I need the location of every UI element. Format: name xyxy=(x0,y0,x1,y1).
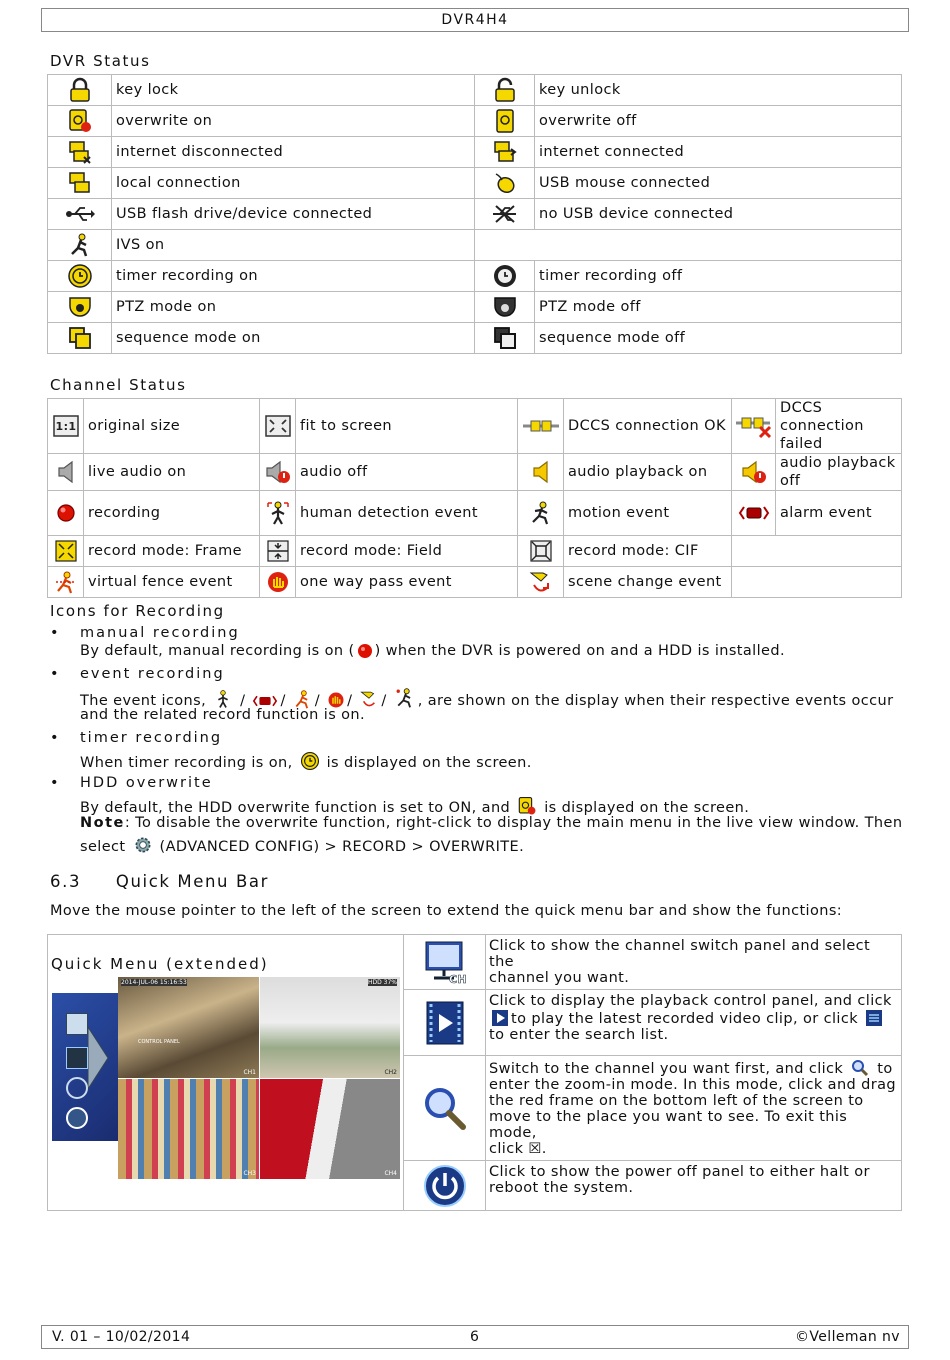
field-mode-icon xyxy=(260,536,296,567)
text-part: The event icons, xyxy=(80,693,207,709)
channel-label: record mode: CIF xyxy=(564,536,732,567)
usb-icon xyxy=(48,199,112,230)
timer-off-icon xyxy=(475,261,535,292)
channel-label: audio playback on xyxy=(564,454,732,491)
bullet: • xyxy=(50,666,59,682)
note-text xyxy=(80,815,910,831)
desc-line: click ☒. xyxy=(489,1141,547,1157)
dccs-failed-icon xyxy=(732,399,776,454)
desc-line: Click to display the playback control panel, and click xyxy=(489,993,892,1009)
note-label: Note xyxy=(80,815,125,831)
status-label: internet connected xyxy=(535,137,902,168)
quick-menu-panel xyxy=(48,935,404,1211)
text-part: to xyxy=(877,1061,893,1077)
desc-line: Click to show the power off panel to either halt or xyxy=(489,1164,870,1180)
table-row xyxy=(48,935,902,990)
channel-label: CH2 xyxy=(384,1069,397,1076)
quick-menu-desc xyxy=(486,935,902,990)
channel-label: recording xyxy=(84,491,260,536)
channel-label: CH3 xyxy=(243,1170,256,1177)
camera-ch1 xyxy=(118,977,259,1078)
hdd-overwrite-off-icon xyxy=(475,106,535,137)
bullet-title: timer recording xyxy=(80,730,223,746)
text-part: to play the latest recorded video clip, or click xyxy=(511,1011,859,1027)
table-row xyxy=(48,106,902,137)
dvr-status-title: DVR Status xyxy=(50,52,151,70)
heading-number: 6.3 xyxy=(50,872,82,891)
playback-icon[interactable] xyxy=(66,1047,88,1069)
speaker-yellow-off-icon xyxy=(732,454,776,491)
timestamp: 2014-JUL-06 15:16:53 xyxy=(121,979,187,986)
search-list-icon[interactable] xyxy=(865,1009,883,1027)
table-row xyxy=(48,168,902,199)
one-way-pass-icon xyxy=(260,567,296,598)
hdd-overwrite-on-icon xyxy=(48,106,112,137)
status-label: PTZ mode off xyxy=(535,292,902,323)
footer-page-number: 6 xyxy=(470,1329,480,1345)
text-part: : To disable the overwrite function, right-click to display the main menu in the live view window. Then xyxy=(124,815,903,831)
bullet-text xyxy=(80,687,910,709)
quick-menu-desc xyxy=(486,1056,902,1161)
status-label: key lock xyxy=(112,75,475,106)
ptz-off-icon xyxy=(475,292,535,323)
footer-copyright: ©Velleman nv xyxy=(795,1329,900,1345)
status-label: USB flash drive/device connected xyxy=(112,199,475,230)
empty-cell xyxy=(732,567,776,598)
arrow-right-icon xyxy=(86,1025,110,1091)
table-row xyxy=(48,137,902,168)
channel-label: live audio on xyxy=(84,454,260,491)
channel-label: scene change event xyxy=(564,567,732,598)
quick-menu-screenshot xyxy=(52,977,400,1179)
ptz-on-icon xyxy=(48,292,112,323)
status-label: IVS on xyxy=(112,230,475,261)
channel-label: record mode: Field xyxy=(296,536,518,567)
timer-on-icon xyxy=(300,751,320,771)
text-part: (ADVANCED CONFIG) > RECORD > OVERWRITE. xyxy=(159,839,525,855)
table-row xyxy=(48,491,902,536)
table-row xyxy=(48,454,902,491)
table-row xyxy=(48,323,902,354)
desc-line xyxy=(489,1059,898,1077)
human-detection-icon xyxy=(213,689,233,709)
power-icon[interactable] xyxy=(404,1161,486,1211)
header-title: DVR4H4 xyxy=(441,12,509,28)
frame-mode-icon xyxy=(48,536,84,567)
desc-line: the red frame on the bottom left of the screen to xyxy=(489,1093,864,1109)
bullet-text: and the related record function is on. xyxy=(80,707,366,723)
desc-line: move to the place you want to see. To exit this mode, xyxy=(489,1109,848,1141)
channel-status-table xyxy=(47,398,902,598)
record-dot-icon xyxy=(48,491,84,536)
separator: / xyxy=(347,693,353,709)
human-detection-icon xyxy=(260,491,296,536)
play-icon[interactable] xyxy=(491,1009,509,1027)
original-size-icon xyxy=(48,399,84,454)
footer-version: V. 01 – 10/02/2014 xyxy=(52,1329,191,1345)
sequence-on-icon xyxy=(48,323,112,354)
svg-text:1:1: 1:1 xyxy=(55,420,76,433)
bullet-text xyxy=(80,796,910,816)
channel-label: virtual fence event xyxy=(84,567,260,598)
magnifier-icon[interactable] xyxy=(850,1059,870,1077)
status-label: timer recording off xyxy=(535,261,902,292)
separator: / xyxy=(280,693,286,709)
bullet-text xyxy=(80,751,910,771)
quick-menu-desc xyxy=(486,990,902,1056)
record-dot-icon xyxy=(357,643,373,659)
text-part: By default, the HDD overwrite function is set to ON, and xyxy=(80,800,511,816)
table-row xyxy=(48,536,902,567)
page-footer xyxy=(41,1325,909,1349)
channel-label: original size xyxy=(84,399,260,454)
hdd-usage: HDD 37% xyxy=(368,979,397,986)
status-label: internet disconnected xyxy=(112,137,475,168)
gear-icon xyxy=(133,835,153,855)
camera-ch3 xyxy=(118,1079,259,1179)
no-usb-icon xyxy=(475,199,535,230)
usb-mouse-icon xyxy=(475,168,535,199)
timer-on-icon xyxy=(48,261,112,292)
status-label: no USB device connected xyxy=(535,199,902,230)
channel-switch-icon[interactable] xyxy=(66,1013,88,1035)
channel-label: CH4 xyxy=(384,1170,397,1177)
bullet: • xyxy=(50,775,59,791)
desc-line: channel you want. xyxy=(489,970,630,986)
table-row xyxy=(48,292,902,323)
motion-event-icon xyxy=(394,687,416,709)
status-label: key unlock xyxy=(535,75,902,106)
network-connected-icon xyxy=(475,137,535,168)
separator: / xyxy=(381,693,387,709)
channel-label: audio off xyxy=(296,454,518,491)
bullet-title: HDD overwrite xyxy=(80,775,213,791)
virtual-fence-icon xyxy=(48,567,84,598)
recording-title: Icons for Recording xyxy=(50,602,225,620)
status-label: overwrite off xyxy=(535,106,902,137)
bullet: • xyxy=(50,730,59,746)
empty-cell xyxy=(475,230,535,261)
fit-screen-icon xyxy=(260,399,296,454)
table-row xyxy=(48,567,902,598)
channel-label: DCCS connection failed xyxy=(776,399,902,454)
unlock-icon xyxy=(475,75,535,106)
ivs-icon xyxy=(48,230,112,261)
heading-text: Quick Menu Bar xyxy=(115,872,269,891)
speaker-yellow-icon xyxy=(518,454,564,491)
table-row xyxy=(48,261,902,292)
status-label: local connection xyxy=(112,168,475,199)
status-label: sequence mode on xyxy=(112,323,475,354)
bullet-title: event recording xyxy=(80,666,225,682)
channel-label: one way pass event xyxy=(296,567,518,598)
quick-menu-table xyxy=(47,934,902,1211)
lock-icon xyxy=(48,75,112,106)
bullet-title: manual recording xyxy=(80,625,240,641)
zoom-icon[interactable] xyxy=(66,1077,88,1099)
desc-line: Click to show the channel switch panel and select the xyxy=(489,938,871,970)
table-row xyxy=(48,230,902,261)
channel-switch-icon[interactable] xyxy=(404,935,486,990)
speaker-off-icon xyxy=(260,454,296,491)
svg-text:CH: CH xyxy=(448,973,467,984)
channel-label: audio playback off xyxy=(776,454,902,491)
text-part: is displayed on the screen. xyxy=(326,755,532,771)
desc-line: enter the zoom-in mode. In this mode, click and drag xyxy=(489,1077,897,1093)
speaker-icon xyxy=(48,454,84,491)
channel-label: DCCS connection OK xyxy=(564,399,732,454)
camera-ch2 xyxy=(260,977,400,1078)
camera-ch4 xyxy=(260,1079,400,1179)
separator: / xyxy=(240,693,246,709)
quick-menu-desc xyxy=(486,1161,902,1211)
network-disconnected-icon xyxy=(48,137,112,168)
channel-label: fit to screen xyxy=(296,399,518,454)
power-icon[interactable] xyxy=(66,1107,88,1129)
status-label: PTZ mode on xyxy=(112,292,475,323)
note-text xyxy=(80,835,910,855)
channel-label xyxy=(776,567,902,598)
virtual-fence-icon xyxy=(293,689,313,709)
separator: / xyxy=(314,693,321,709)
text-part: ) when the DVR is powered on and a HDD is installed. xyxy=(374,643,785,659)
status-label xyxy=(535,230,902,261)
sequence-off-icon xyxy=(475,323,535,354)
text-part: By default, manual recording is on ( xyxy=(80,643,355,659)
desc-line: reboot the system. xyxy=(489,1180,634,1196)
dccs-ok-icon xyxy=(518,399,564,454)
panel-caption: CONTROL PANEL xyxy=(138,1039,180,1045)
scene-change-icon xyxy=(518,567,564,598)
page-header xyxy=(41,8,909,32)
text-part: select xyxy=(80,839,126,855)
local-connection-icon xyxy=(48,168,112,199)
scene-change-icon xyxy=(359,689,379,709)
channel-label: alarm event xyxy=(776,491,902,536)
alarm-event-icon xyxy=(732,491,776,536)
status-label: sequence mode off xyxy=(535,323,902,354)
channel-label: CH1 xyxy=(243,1069,256,1076)
bullet-text xyxy=(80,643,910,659)
channel-status-title: Channel Status xyxy=(50,376,187,394)
channel-label: motion event xyxy=(564,491,732,536)
table-row xyxy=(48,399,902,454)
panel-label: Quick Menu (extended) xyxy=(51,955,269,973)
table-row xyxy=(48,75,902,106)
status-label: timer recording on xyxy=(112,261,475,292)
quick-menu-intro: Move the mouse pointer to the left of the screen to extend the quick menu bar and show the functions: xyxy=(50,903,843,919)
status-label: overwrite on xyxy=(112,106,475,137)
cif-mode-icon xyxy=(518,536,564,567)
bullet: • xyxy=(50,625,59,641)
channel-label: human detection event xyxy=(296,491,518,536)
status-label: USB mouse connected xyxy=(535,168,902,199)
zoom-icon[interactable] xyxy=(404,1056,486,1161)
desc-line xyxy=(489,1009,898,1027)
motion-event-icon xyxy=(518,491,564,536)
channel-label: record mode: Frame xyxy=(84,536,260,567)
text-part: is displayed on the screen. xyxy=(544,800,750,816)
desc-line: to enter the search list. xyxy=(489,1027,669,1043)
text-part: When timer recording is on, xyxy=(80,755,293,771)
empty-cell xyxy=(732,536,776,567)
playback-icon[interactable] xyxy=(404,990,486,1056)
section-heading xyxy=(50,872,269,891)
table-row xyxy=(48,199,902,230)
channel-label xyxy=(776,536,902,567)
text-part: , are shown on the display when their respective events occur xyxy=(417,693,894,709)
dvr-status-table xyxy=(47,74,902,354)
text-part: Switch to the channel you want first, and click xyxy=(489,1061,844,1077)
hdd-overwrite-on-icon xyxy=(517,796,537,816)
